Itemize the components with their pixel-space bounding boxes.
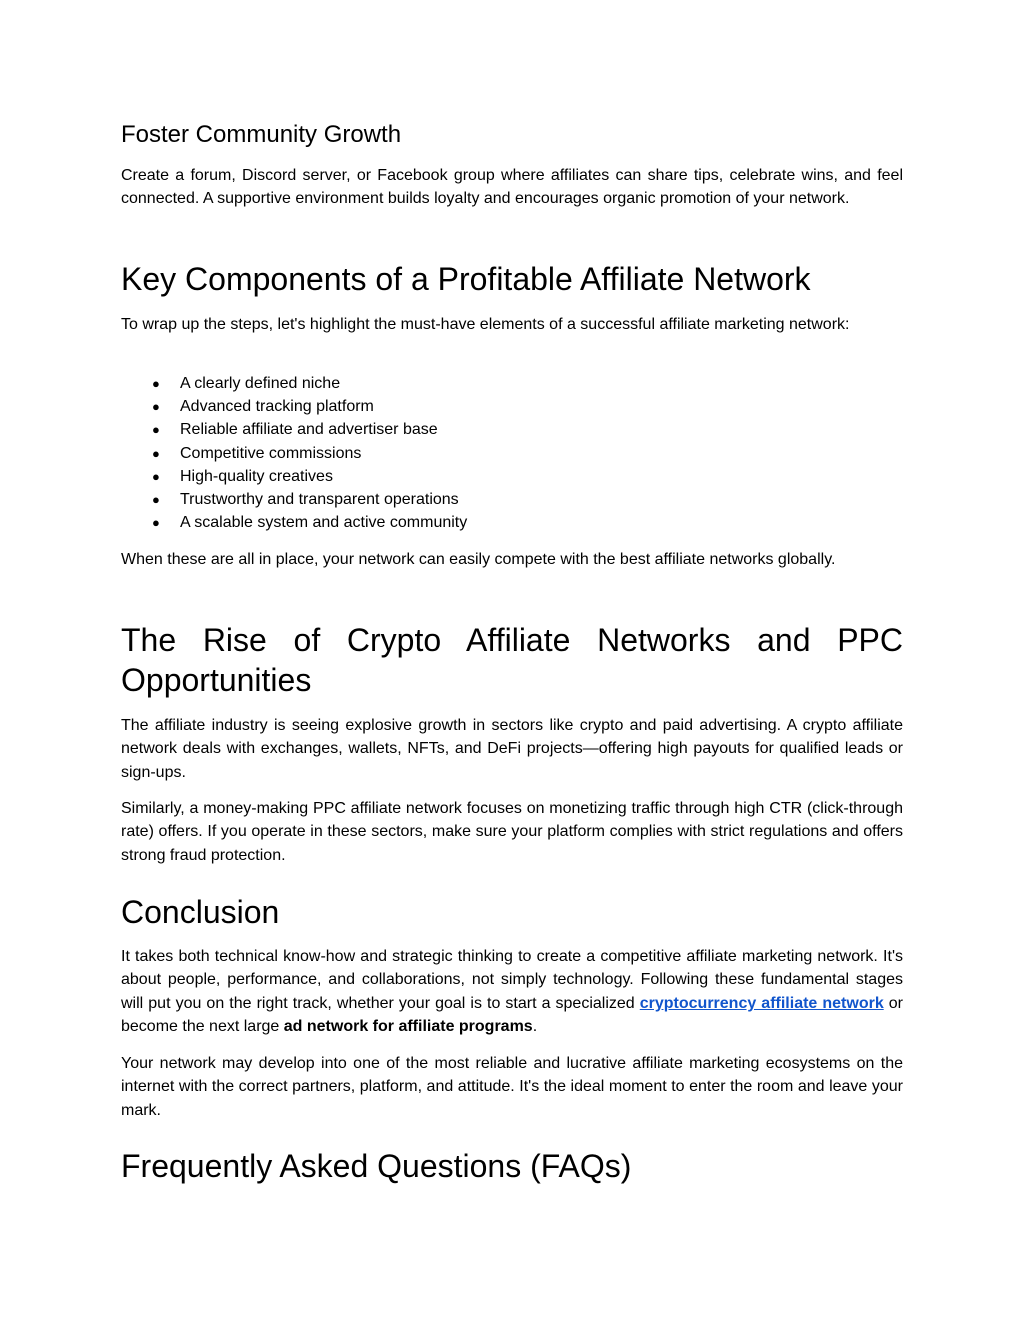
list-item-text: Competitive commissions [180,444,362,462]
list-item [121,395,903,418]
bullet-icon: ● [152,468,160,484]
heading-key-components: Key Components of a Profitable Affiliate Network [121,261,811,297]
list-item [121,442,903,465]
conclusion-text-middle: or become the next large [121,994,904,1035]
list-item [121,511,903,534]
section-key-components [121,259,903,299]
section-crypto-ppc [121,620,903,700]
conclusion-text-start: It takes both technical know-how and strategic thinking to create a competitive affiliate marketing network. It's about people, performance, and collaborations, not simply technology. Following these fundamental stages will put you on the right track, whether your goal is to start a specialized [121,948,903,1012]
paragraph-conclusion-2 [121,1052,903,1122]
bullet-icon: ● [152,445,160,461]
heading-crypto-ppc-line1: The Rise of Crypto Affiliate Networks and PPC [121,622,903,658]
bullet-icon: ● [152,492,160,508]
list-item [121,418,903,441]
paragraph-key-components-intro [121,313,903,336]
paragraph-community [121,164,903,211]
paragraph-conclusion-1-text [121,945,903,1038]
heading-crypto-ppc-line2: Opportunities [121,662,312,698]
section-conclusion [121,892,903,932]
bullet-icon: ● [152,376,160,391]
heading-conclusion: Conclusion [121,894,280,930]
list-item-text: Reliable affiliate and advertiser base [180,421,438,439]
paragraph-community-text: Create a forum, Discord server, or Facebook group where affiliates can share tips, celebrate wins, and feel connected. A supportive environment builds loyalty and encourages organic promotion of your network. [121,167,903,208]
heading-faqs: Frequently Asked Questions (FAQs) [121,1148,632,1184]
paragraph-crypto-2-text: Similarly, a money-making PPC affiliate network focuses on monetizing traffic through high CTR (click-through rate) offers. If you operate in these sectors, make sure your platform complies with strict regulations and offers strong fraud protection. [121,800,903,864]
heading-foster-community-growth: Foster Community Growth [121,121,402,148]
conclusion-bold-phrase: ad network for affiliate programs [283,1017,533,1035]
paragraph-outro-text: When these are all in place, your network can easily compete with the best affiliate networks globally. [121,551,836,568]
paragraph-conclusion-2-text: Your network may develop into one of the most reliable and lucrative affiliate marketing ecosystems on the internet with the correct partners, platform, and attitude. It's the ideal moment to enter the room and leave your mark. [121,1055,903,1119]
list-item-text: A scalable system and active community [180,514,468,532]
conclusion-text-end: . [532,1017,538,1035]
list-item [121,465,903,488]
paragraph-crypto-1-text: The affiliate industry is seeing explosive growth in sectors like crypto and paid advertising. A crypto affiliate network deals with exchanges, wallets, NFTs, and DeFi projects—offering high payouts for qualified leads or sign-ups. [121,717,903,781]
bullet-list [121,372,903,534]
list-item-text: A clearly defined niche [180,375,341,392]
list-item-text: Trustworthy and transparent operations [180,491,459,509]
paragraph-intro-text: To wrap up the steps, let's highlight the must-have elements of a successful affiliate marketing network: [121,316,850,333]
list-item-text: Advanced tracking platform [180,398,374,416]
paragraph-key-components-outro [121,548,903,571]
list-item [121,488,903,511]
paragraph-crypto-2 [121,797,903,867]
bullet-icon: ● [152,399,160,415]
section-faqs [121,1146,903,1186]
paragraph-crypto-1 [121,714,903,784]
paragraph-conclusion-1 [121,945,903,1038]
bullet-icon: ● [152,515,160,531]
list-item-text: High-quality creatives [180,467,333,485]
cryptocurrency-affiliate-network-link[interactable]: cryptocurrency affiliate network [639,994,884,1012]
bullet-icon: ● [152,422,160,438]
list-item [121,372,903,395]
